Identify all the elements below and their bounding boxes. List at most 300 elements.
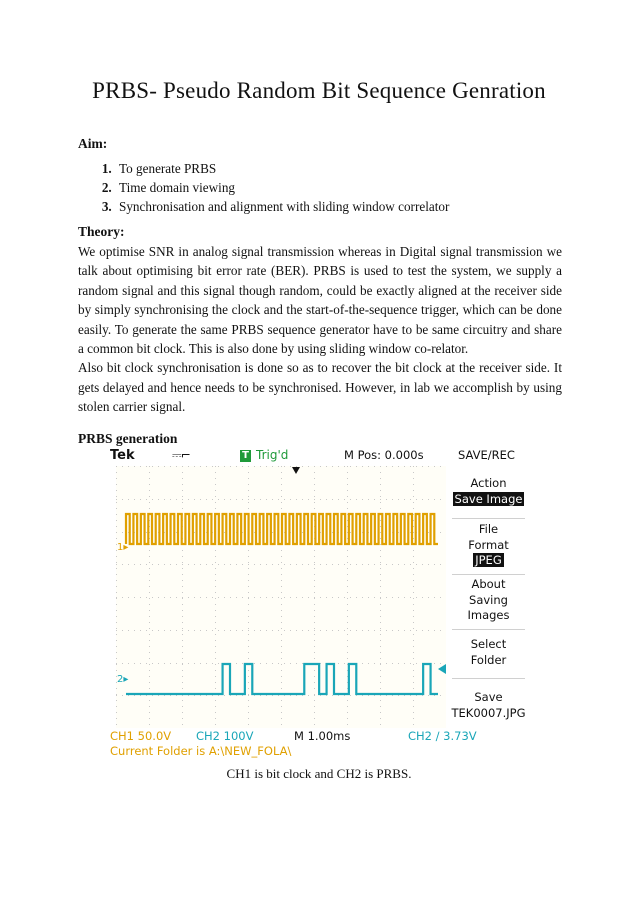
graticule-dot (188, 597, 189, 598)
graticule-dot (422, 466, 423, 467)
graticule-dot (248, 556, 249, 557)
graticule-dot (314, 718, 315, 719)
graticule-dot (440, 564, 441, 565)
graticule-dot (206, 663, 207, 664)
graticule-dot (116, 634, 117, 635)
graticule-dot (392, 466, 393, 467)
graticule-dot (134, 466, 135, 467)
graticule-dot (200, 695, 201, 696)
graticule-dot (413, 688, 414, 689)
graticule-dot (314, 706, 315, 707)
graticule-dot (224, 597, 225, 598)
graticule-dot (200, 630, 201, 631)
graticule-dot (314, 610, 315, 611)
graticule-dot (146, 564, 147, 565)
graticule-dot (413, 646, 414, 647)
graticule-dot (215, 712, 216, 713)
graticule-dot (380, 610, 381, 611)
graticule-dot (224, 499, 225, 500)
graticule-dot (356, 695, 357, 696)
graticule-dot (182, 466, 183, 467)
graticule-dot (380, 670, 381, 671)
graticule-dot (254, 499, 255, 500)
main-position: M Pos: 0.000s (344, 448, 424, 462)
graticule-dot (374, 663, 375, 664)
graticule-dot (116, 664, 117, 665)
graticule-dot (149, 604, 150, 605)
graticule-dot (302, 564, 303, 565)
graticule-dot (281, 718, 282, 719)
graticule-dot (281, 676, 282, 677)
graticule-dot (215, 598, 216, 599)
graticule-dot (413, 562, 414, 563)
graticule-dot (215, 580, 216, 581)
graticule-dot (149, 700, 150, 701)
action-softkey[interactable] (449, 476, 528, 507)
graticule-dot (116, 597, 117, 598)
graticule-dot (440, 630, 441, 631)
graticule-dot (302, 663, 303, 664)
graticule-dot (386, 564, 387, 565)
menu-mode: SAVE/REC (458, 448, 515, 462)
graticule-dot (308, 564, 309, 565)
about-saving-softkey[interactable] (449, 577, 528, 624)
graticule-dot (413, 604, 414, 605)
graticule-dot (116, 502, 117, 503)
graticule-dot (281, 508, 282, 509)
graticule-dot (182, 706, 183, 707)
graticule-dot (347, 616, 348, 617)
graticule-dot (374, 630, 375, 631)
graticule-dot (281, 646, 282, 647)
graticule-dot (380, 598, 381, 599)
graticule-dot (356, 466, 357, 467)
graticule-dot (182, 472, 183, 473)
graticule-dot (281, 640, 282, 641)
graticule-dot (350, 695, 351, 696)
graticule-dot (344, 630, 345, 631)
graticule-dot (149, 628, 150, 629)
graticule-dot (350, 532, 351, 533)
graticule-dot (380, 658, 381, 659)
graticule-dot (215, 574, 216, 575)
graticule-dot (347, 562, 348, 563)
graticule-dot (248, 706, 249, 707)
graticule-dot (182, 634, 183, 635)
graticule-dot (314, 466, 315, 467)
graticule-dot (149, 478, 150, 479)
graticule-dot (134, 597, 135, 598)
graticule-dot (314, 695, 315, 696)
graticule-dot (362, 466, 363, 467)
graticule-dot (392, 630, 393, 631)
graticule-dot (116, 694, 117, 695)
graticule-dot (374, 466, 375, 467)
graticule-dot (158, 499, 159, 500)
graticule-dot (314, 646, 315, 647)
graticule-dot (302, 532, 303, 533)
graticule-dot (194, 532, 195, 533)
graticule-dot (260, 695, 261, 696)
graticule-dot (212, 597, 213, 598)
graticule-dot (188, 695, 189, 696)
graticule-dot (215, 490, 216, 491)
graticule-dot (314, 652, 315, 653)
graticule-dot (380, 502, 381, 503)
graticule-dot (170, 663, 171, 664)
graticule-dot (182, 508, 183, 509)
graticule-dot (398, 499, 399, 500)
graticule-dot (158, 695, 159, 696)
graticule-dot (350, 499, 351, 500)
graticule-dot (410, 597, 411, 598)
graticule-dot (380, 574, 381, 575)
graticule-dot (380, 484, 381, 485)
graticule-dot (176, 499, 177, 500)
graticule-dot (218, 499, 219, 500)
graticule-dot (398, 564, 399, 565)
graticule-dot (215, 688, 216, 689)
graticule-dot (290, 564, 291, 565)
graticule-dot (380, 664, 381, 665)
aim-item: 1. To generate PRBS (115, 159, 449, 178)
graticule-dot (326, 564, 327, 565)
about-label-3: Images (467, 608, 510, 622)
graticule-dot (146, 630, 147, 631)
graticule-dot (347, 700, 348, 701)
scope-footer (108, 728, 528, 762)
graticule-dot (428, 597, 429, 598)
graticule-dot (248, 610, 249, 611)
graticule-dot (242, 597, 243, 598)
graticule-dot (248, 682, 249, 683)
graticule-dot (215, 640, 216, 641)
graticule-dot (350, 564, 351, 565)
graticule-dot (302, 466, 303, 467)
graticule-dot (128, 597, 129, 598)
select-folder-softkey[interactable] (449, 637, 528, 668)
graticule-dot (413, 616, 414, 617)
graticule-dot (380, 508, 381, 509)
graticule-dot (314, 634, 315, 635)
graticule-dot (182, 562, 183, 563)
graticule-dot (314, 568, 315, 569)
graticule-dot (281, 616, 282, 617)
graticule-dot (413, 568, 414, 569)
graticule-dot (182, 718, 183, 719)
file-format-softkey[interactable] (449, 522, 528, 569)
graticule-dot (314, 598, 315, 599)
graticule-dot (320, 597, 321, 598)
graticule-dot (215, 502, 216, 503)
oscilloscope-screenshot (108, 448, 528, 762)
graticule-dot (149, 688, 150, 689)
graticule-dot (236, 663, 237, 664)
graticule-dot (149, 568, 150, 569)
graticule-dot (392, 597, 393, 598)
graticule-dot (380, 532, 381, 533)
graticule-dot (296, 663, 297, 664)
graticule-dot (338, 695, 339, 696)
graticule-dot (149, 586, 150, 587)
graticule-dot (374, 695, 375, 696)
graticule-dot (182, 502, 183, 503)
graticule-dot (380, 472, 381, 473)
graticule-dot (428, 564, 429, 565)
graticule-dot (314, 688, 315, 689)
graticule-dot (416, 564, 417, 565)
scope-brand: Tek (110, 448, 135, 463)
graticule-dot (332, 532, 333, 533)
graticule-dot (149, 646, 150, 647)
graticule-dot (344, 564, 345, 565)
graticule-dot (170, 564, 171, 565)
graticule-dot (404, 695, 405, 696)
graticule-dot (206, 466, 207, 467)
graticule-dot (182, 628, 183, 629)
graticule-dot (182, 586, 183, 587)
graticule-dot (212, 695, 213, 696)
graticule-dot (170, 597, 171, 598)
graticule-dot (176, 532, 177, 533)
graticule-dot (164, 695, 165, 696)
graticule-dot (188, 466, 189, 467)
graticule-dot (413, 718, 414, 719)
graticule-dot (182, 682, 183, 683)
graticule-dot (248, 592, 249, 593)
graticule-dot (347, 466, 348, 467)
graticule-dot (344, 663, 345, 664)
graticule-dot (281, 466, 282, 467)
graticule-dot (164, 597, 165, 598)
graticule-dot (281, 550, 282, 551)
graticule-dot (281, 556, 282, 557)
graticule-dot (410, 499, 411, 500)
graticule-dot (422, 499, 423, 500)
graticule-dot (398, 466, 399, 467)
graticule-dot (347, 628, 348, 629)
graticule-dot (347, 574, 348, 575)
graticule-dot (320, 564, 321, 565)
graticule-dot (332, 597, 333, 598)
ch1-scale: CH1 50.0V (110, 729, 172, 743)
graticule-dot (380, 466, 381, 467)
graticule-dot (290, 695, 291, 696)
graticule-dot (248, 712, 249, 713)
graticule-dot (413, 574, 414, 575)
graticule-dot (362, 564, 363, 565)
graticule-dot (164, 499, 165, 500)
graticule-dot (215, 556, 216, 557)
graticule-dot (194, 499, 195, 500)
graticule-dot (344, 695, 345, 696)
graticule-dot (347, 640, 348, 641)
graticule-dot (200, 597, 201, 598)
graticule-dot (116, 466, 117, 467)
trigger-box-icon: T (240, 450, 251, 462)
graticule-dot (182, 556, 183, 557)
graticule-dot (170, 695, 171, 696)
graticule-dot (149, 592, 150, 593)
graticule-dot (149, 658, 150, 659)
graticule-dot (413, 640, 414, 641)
graticule-dot (248, 646, 249, 647)
graticule-dot (314, 550, 315, 551)
graticule-dot (413, 496, 414, 497)
graticule-dot (254, 695, 255, 696)
graticule-dot (116, 610, 117, 611)
graticule-dot (380, 630, 381, 631)
graticule-dot (368, 499, 369, 500)
graticule-dot (281, 670, 282, 671)
graticule-dot (149, 640, 150, 641)
graticule-dot (413, 472, 414, 473)
graticule-dot (182, 550, 183, 551)
graticule-dot (314, 499, 315, 500)
graticule-dot (314, 628, 315, 629)
graticule-dot (332, 499, 333, 500)
graticule-dot (122, 630, 123, 631)
graticule-dot (215, 682, 216, 683)
graticule-dot (350, 630, 351, 631)
graticule-dot (215, 496, 216, 497)
graticule-dot (344, 499, 345, 500)
graticule-dot (326, 695, 327, 696)
graticule-dot (434, 564, 435, 565)
scope-status-bar (108, 448, 528, 466)
page-title: PRBS- Pseudo Random Bit Sequence Genration (92, 78, 546, 103)
graticule-dot (347, 568, 348, 569)
graticule-dot (215, 484, 216, 485)
graticule-dot (272, 499, 273, 500)
graticule-dot (248, 564, 249, 565)
graticule-dot (281, 652, 282, 653)
graticule-dot (215, 592, 216, 593)
graticule-dot (182, 695, 183, 696)
graticule-dot (308, 466, 309, 467)
file-format-label-2: Format (468, 537, 509, 552)
graticule-dot (134, 564, 135, 565)
graticule-dot (272, 532, 273, 533)
graticule-dot (332, 630, 333, 631)
figure-caption: CH1 is bit clock and CH2 is PRBS. (226, 766, 412, 781)
graticule-dot (434, 663, 435, 664)
save-filename: TEK0007.JPG (451, 705, 526, 720)
graticule-dot (290, 499, 291, 500)
graticule-dot (158, 630, 159, 631)
graticule-dot (278, 466, 279, 467)
graticule-dot (248, 508, 249, 509)
graticule-dot (314, 496, 315, 497)
graticule-dot (260, 630, 261, 631)
graticule-dot (386, 466, 387, 467)
graticule-dot (281, 592, 282, 593)
graticule-dot (314, 630, 315, 631)
graticule-dot (413, 538, 414, 539)
graticule-dot (116, 564, 117, 565)
graticule-dot (380, 562, 381, 563)
graticule-dot (392, 564, 393, 565)
graticule-dot (368, 630, 369, 631)
graticule-dot (116, 556, 117, 557)
graticule-dot (314, 478, 315, 479)
graticule-dot (326, 466, 327, 467)
graticule-dot (236, 695, 237, 696)
graticule-dot (347, 484, 348, 485)
graticule-dot (128, 466, 129, 467)
graticule-dot (380, 700, 381, 701)
graticule-dot (434, 499, 435, 500)
graticule-dot (116, 514, 117, 515)
graticule-dot (116, 484, 117, 485)
graticule-dot (194, 597, 195, 598)
graticule-dot (248, 598, 249, 599)
graticule-dot (182, 580, 183, 581)
graticule-dot (374, 499, 375, 500)
graticule-dot (116, 490, 117, 491)
graticule-dot (230, 466, 231, 467)
graticule-dot (347, 604, 348, 605)
graticule-dot (152, 564, 153, 565)
graticule-dot (320, 466, 321, 467)
graticule-dot (152, 695, 153, 696)
graticule-dot (248, 484, 249, 485)
graticule-dot (116, 688, 117, 689)
graticule-dot (428, 499, 429, 500)
graticule-dot (260, 663, 261, 664)
graticule-dot (386, 695, 387, 696)
graticule-dot (413, 712, 414, 713)
graticule-dot (146, 499, 147, 500)
graticule-dot (116, 640, 117, 641)
graticule-dot (248, 502, 249, 503)
save-softkey[interactable] (449, 690, 528, 721)
graticule-dot (236, 597, 237, 598)
graticule-dot (380, 628, 381, 629)
timebase: M 1.00ms (294, 729, 351, 743)
graticule-dot (416, 466, 417, 467)
graticule-dot (314, 597, 315, 598)
graticule-dot (404, 597, 405, 598)
graticule-dot (380, 544, 381, 545)
graticule-dot (347, 634, 348, 635)
graticule-dot (149, 676, 150, 677)
graticule-dot (182, 724, 183, 725)
graticule-dot (440, 466, 441, 467)
graticule-dot (215, 586, 216, 587)
graticule-dot (149, 682, 150, 683)
graticule-dot (170, 499, 171, 500)
graticule-dot (128, 630, 129, 631)
action-value: Save Image (454, 491, 523, 506)
graticule-dot (182, 496, 183, 497)
graticule-dot (422, 564, 423, 565)
graticule-dot (314, 616, 315, 617)
graticule-dot (236, 630, 237, 631)
graticule-dot (350, 466, 351, 467)
graticule-dot (347, 586, 348, 587)
graticule-dot (416, 630, 417, 631)
graticule-dot (344, 597, 345, 598)
graticule-dot (332, 695, 333, 696)
graticule-dot (413, 586, 414, 587)
graticule-dot (236, 564, 237, 565)
graticule-dot (392, 499, 393, 500)
graticule-dot (347, 556, 348, 557)
graticule-dot (149, 622, 150, 623)
graticule-dot (149, 712, 150, 713)
graticule-dot (380, 568, 381, 569)
